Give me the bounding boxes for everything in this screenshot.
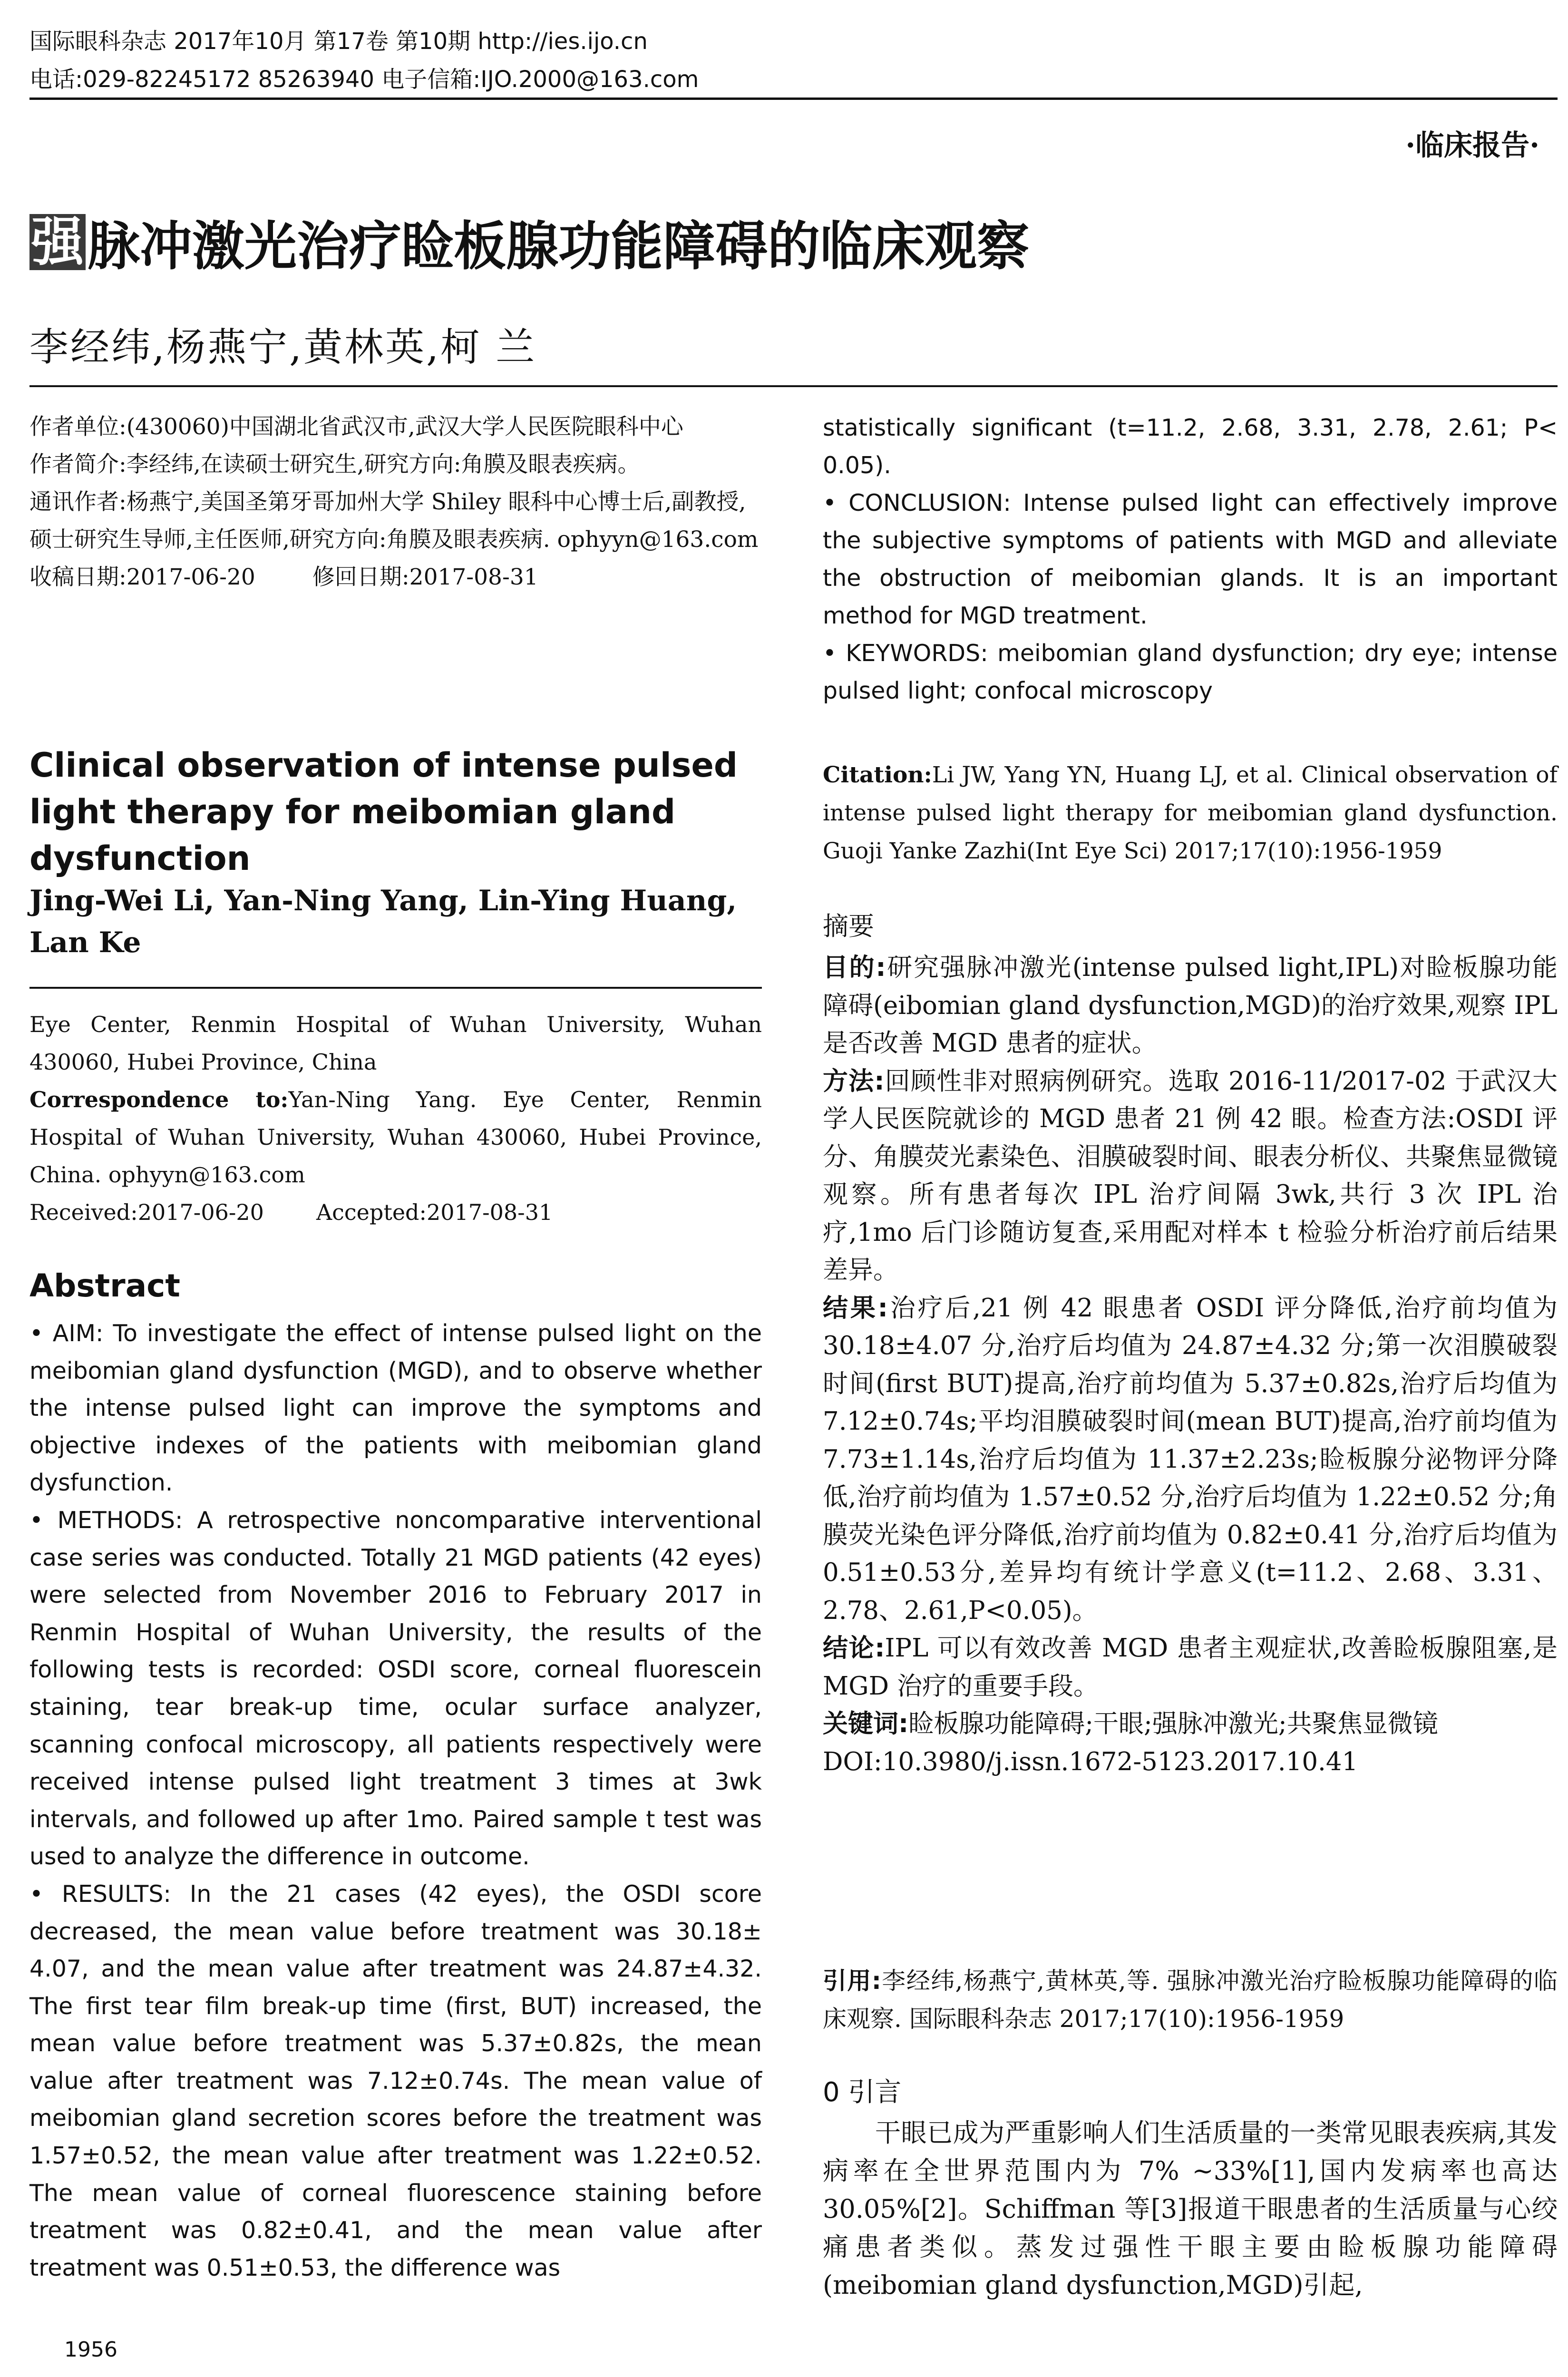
authors-en: Jing-Wei Li, Yan-Ning Yang, Lin-Ying Huang, Lan Ke <box>29 884 737 959</box>
methods-label-cn: 方法: <box>823 1066 885 1096</box>
citation-text: Li JW, Yang YN, Huang LJ, et al. Clinical observation of intense pulsed light therapy for meibomian gland dysfunction. Guoji Yanke Zazhi(Int Eye Sci) 2017;17(10):1956-1959 <box>823 762 1558 864</box>
keywords-text-cn: 睑板腺功能障碍;干眼;强脉冲激光;共聚焦显微镜 <box>908 1709 1438 1738</box>
header-rule <box>29 97 1558 100</box>
abstract-keywords: • KEYWORDS: meibomian gland dysfunction; dry eye; intense pulsed light; confocal microscopy <box>823 640 1558 704</box>
abstract-cn-conclusion <box>823 1629 1558 1705</box>
journal-header-line2: 电话:029-82245172 85263940 电子信箱:IJO.2000@163.com <box>29 66 699 93</box>
correspondence-label: Correspondence to: <box>29 1087 289 1112</box>
corresponding-author: 通讯作者:杨燕宁,美国圣第牙哥加州大学 Shiley 眼科中心博士后,副教授,硕士研究生导师,主任医师,研究方向:角膜及眼表疾病. ophyyn@163.com <box>29 489 759 553</box>
page-number: 1956 <box>64 2338 117 2362</box>
reference-text: 李经纬,杨燕宁,黄林英,等. 强脉冲激光治疗睑板腺功能障碍的临床观察. 国际眼科杂志 2017;17(10):1956-1959 <box>823 1967 1558 2033</box>
abstract-cn-methods <box>823 1062 1558 1289</box>
affiliation-unit: 作者单位:(430060)中国湖北省武汉市,武汉大学人民医院眼科中心 <box>29 414 683 440</box>
correspondence-en <box>29 1081 762 1194</box>
doi: DOI:10.3980/j.issn.1672-5123.2017.10.41 <box>823 1747 1358 1776</box>
keywords-label-cn: 关键词: <box>823 1709 909 1738</box>
abstract-conclusion: • CONCLUSION: Intense pulsed light can effectively improve the subjective symptoms of patients with MGD and alleviate the obstruction of meibomian glands. It is an important method for MGD treatment. <box>823 489 1558 629</box>
abstract-results-cont: statistically significant (t=11.2, 2.68, 3.31, 2.78, 2.61; P< 0.05). <box>823 414 1558 479</box>
abstract-results: • RESULTS: In the 21 cases (42 eyes), the OSDI score decreased, the mean value before treatment was 30.18± 4.07, and the mean value after treatment was 24.87±4.32. The first tear film break-up time (first, BUT) increased, the mean value before treatment was 5.37±0.82s, the mean value after treatment was 7.12±0.74s. The mean value of meibomian gland secretion scores before the treatment was 1.57±0.52, the mean value after treatment was 1.22±0.52. The mean value of corneal fluorescence staining before treatment was 0.82±0.41, and the mean value after treatment was 0.51±0.53, the difference was <box>29 1880 762 2281</box>
title-en: Clinical observation of intense pulsed light therapy for meibomian gland dysfunction <box>29 746 738 878</box>
citation-label: Citation: <box>823 762 932 788</box>
authors-rule <box>29 987 762 989</box>
aim-label-cn: 目的: <box>823 953 886 982</box>
results-label-cn: 结果: <box>823 1293 888 1323</box>
abstract-methods: • METHODS: A retrospective noncomparative interventional case series was conducted. Totally 21 MGD patients (42 eyes) were selected from November 2016 to February 2017 in Renmin Hospital of Wuhan University, the results of the following tests is recorded: OSDI score, corneal fluorescein staining, tear break-up time, ocular surface analyzer, scanning confocal microscopy, all patients respectively were received intense pulsed light treatment 3 times at 3wk intervals, and followed up after 1mo. Paired sample t test was used to analyze the difference in outcome. <box>29 1506 762 1870</box>
dates-en <box>29 1194 762 1231</box>
title-first-char: 强 <box>29 214 86 270</box>
results-text-cn: 治疗后,21 例 42 眼患者 OSDI 评分降低,治疗前均值为 30.18±4.07 分,治疗后均值为 24.87±4.32 分;第一次泪膜破裂时间(first BUT)提高,治疗前均值为 5.37±0.82s,治疗后均值为 7.12±0.74s;平均泪膜破裂时间(mean BUT)提高,治疗前均值为 7.73±1.14s,治疗后均值为 11.37±2.23s;睑板腺分泌物评分降低,治疗前均值为 1.57±0.52 分,治疗后均值为 1.22±0.52 分;角膜荧光染色评分降低,治疗前均值为 0.82±0.41 分,治疗后均值为 0.51±0.53分,差异均有统计学意义(t=11.2、2.68、3.31、2.78、2.61,P<0.05)。 <box>823 1293 1558 1625</box>
revised-date-cn: 修回日期:2017-08-31 <box>312 564 538 590</box>
received-date-en: Received:2017-06-20 <box>29 1199 264 1225</box>
affiliation-en <box>29 1006 762 1231</box>
affiliation-cn <box>29 408 762 596</box>
abstract-heading: Abstract <box>29 1267 180 1304</box>
abstract-aim: • AIM: To investigate the effect of intense pulsed light on the meibomian gland dysfunction (MGD), and to observe whether the intense pulsed light can improve the symptoms and objective indexes of the patients with meibomian gland dysfunction. <box>29 1320 762 1497</box>
intro-paragraph: 干眼已成为严重影响人们生活质量的一类常见眼表疾病,其发病率在全世界范围内为 7% ~33%[1],国内发病率也高达 30.05%[2]。Schiffman 等[3]报道干眼患者的生活质量与心绞痛患者类似。蒸发过强性干眼主要由睑板腺功能障碍(meibomian gland dysfunction,MGD)引起, <box>823 2118 1558 2300</box>
abstract-continued <box>823 409 1558 710</box>
reference-cn <box>823 1962 1558 2038</box>
abstract-body <box>29 1315 762 2287</box>
conclusion-text-cn: IPL 可以有效改善 MGD 患者主观症状,改善睑板腺阻塞,是 MGD 治疗的重要手段。 <box>823 1634 1558 1701</box>
citation-en <box>823 756 1558 870</box>
accepted-date-en: Accepted:2017-08-31 <box>316 1199 553 1225</box>
received-date-cn: 收稿日期:2017-06-20 <box>29 564 255 590</box>
reference-label: 引用: <box>823 1967 881 1995</box>
conclusion-label-cn: 结论: <box>823 1634 885 1663</box>
abstract-cn-keywords <box>823 1705 1558 1743</box>
abstract-cn-results <box>823 1289 1558 1630</box>
intro-heading: 0 引言 <box>823 2077 902 2108</box>
affiliation-center-en: Eye Center, Renmin Hospital of Wuhan University, Wuhan 430060, Hubei Province, China <box>29 1012 762 1075</box>
author-intro: 作者简介:李经纬,在读硕士研究生,研究方向:角膜及眼表疾病。 <box>29 451 640 477</box>
dates-cn <box>29 558 762 596</box>
abstract-cn-body <box>823 949 1558 1781</box>
correspondence-text: Yan-Ning Yang. Eye Center, Renmin Hospital of Wuhan University, Wuhan 430060, Hubei Province, China. ophyyn@163.com <box>29 1087 762 1188</box>
abstract-cn-aim <box>823 949 1558 1062</box>
authors-cn: 李经纬,杨燕宁,黄林英,柯 兰 <box>29 325 537 370</box>
methods-text-cn: 回顾性非对照病例研究。选取 2016-11/2017-02 于武汉大学人民医院就诊的 MGD 患者 21 例 42 眼。检查方法:OSDI 评分、角膜荧光素染色、泪膜破裂时间、眼表分析仪、共聚焦显微镜观察。所有患者每次 IPL 治疗间隔 3wk,共行 3 次 IPL 治疗,1mo 后门诊随访复查,采用配对样本 t 检验分析治疗前后结果差异。 <box>823 1066 1558 1285</box>
title-rest: 脉冲激光治疗睑板腺功能障碍的临床观察 <box>88 216 1029 277</box>
aim-text-cn: 研究强脉冲激光(intense pulsed light,IPL)对睑板腺功能障碍(eibomian gland dysfunction,MGD)的治疗效果,观察 IPL 是否改善 MGD 患者的症状。 <box>823 953 1558 1058</box>
section-tag: ·临床报告· <box>1405 129 1539 162</box>
journal-header-line1: 国际眼科杂志 2017年10月 第17卷 第10期 http://ies.ijo.cn <box>29 28 648 55</box>
title-rule <box>29 385 1558 387</box>
page-title <box>29 205 1029 280</box>
abstract-cn-heading: 摘要 <box>823 911 874 941</box>
